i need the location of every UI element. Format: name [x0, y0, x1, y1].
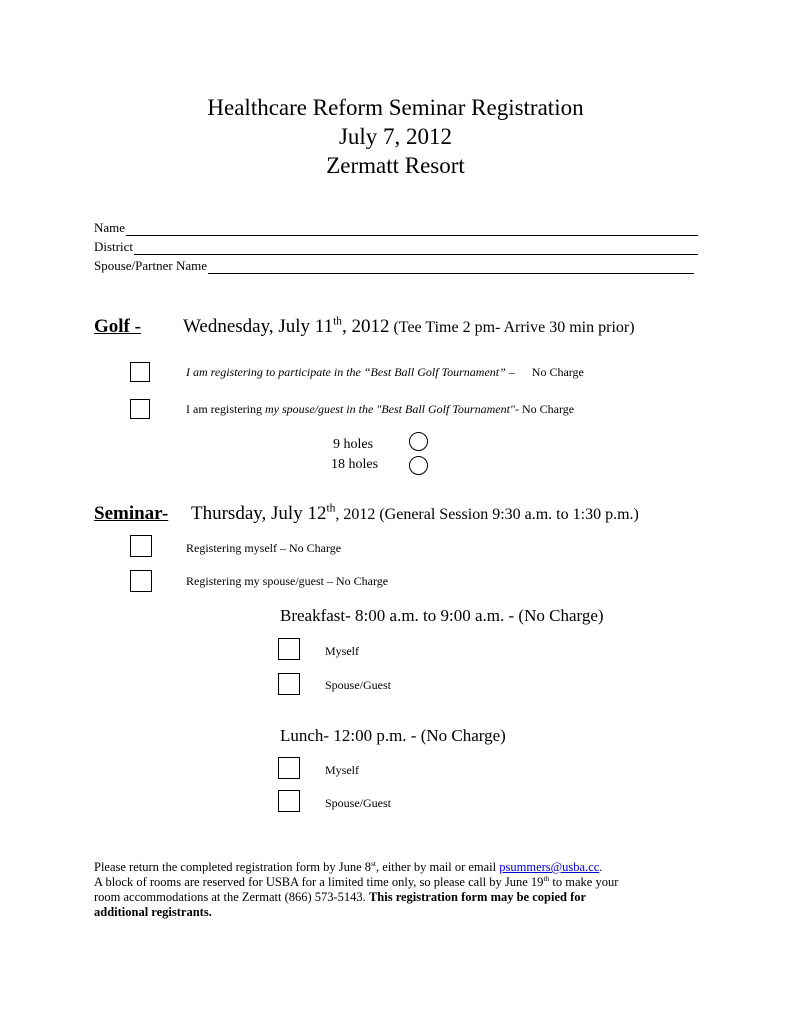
seminar-self-text: Registering myself – No Charge	[186, 541, 342, 555]
district-line[interactable]	[134, 242, 698, 255]
seminar-heading: Seminar-	[94, 503, 169, 524]
seminar-self-checkbox[interactable]	[130, 535, 152, 557]
golf-self-checkbox[interactable]	[130, 362, 150, 382]
golf-day: Wednesday, July 11	[183, 316, 334, 337]
golf-spouse-text: my spouse/guest in the "Best Ball Golf Tournament"	[264, 402, 515, 416]
golf-day-suffix: th	[333, 315, 342, 328]
lunch-myself-label: Myself	[325, 763, 359, 777]
breakfast-heading: Breakfast- 8:00 a.m. to 9:00 a.m. - (No Charge)	[280, 606, 604, 625]
seminar-spouse-text: Registering my spouse/guest – No Charge	[186, 574, 389, 588]
district-label: District	[94, 239, 133, 254]
golf-self-charge: No Charge	[531, 365, 584, 379]
footer-copy-note-end: additional registrants.	[94, 905, 212, 919]
golf-heading: Golf -	[94, 316, 141, 337]
footer-line-3	[94, 890, 714, 905]
breakfast-spouse-label: Spouse/Guest	[325, 678, 391, 692]
spouse-name-line[interactable]	[208, 261, 694, 274]
footer-return-method: , either by mail or email	[376, 860, 500, 874]
event-venue: Zermatt Resort	[326, 153, 465, 178]
golf-tee-time: (Tee Time 2 pm- Arrive 30 min prior)	[389, 319, 635, 336]
seminar-date	[191, 503, 639, 525]
golf-spouse-option	[186, 402, 574, 417]
golf-spouse-checkbox[interactable]	[130, 399, 150, 419]
golf-spouse-prefix: I am registering	[186, 402, 265, 416]
golf-spouse-charge: - No Charge	[514, 402, 575, 416]
form-title: Healthcare Reform Seminar Registration	[207, 95, 584, 120]
lunch-spouse-checkbox[interactable]	[278, 790, 300, 812]
breakfast-spouse-checkbox[interactable]	[278, 673, 300, 695]
golf-self-text: I am registering to participate in the “Best Ball Golf Tournament” –	[186, 365, 515, 379]
seminar-session: , 2012 (General Session 9:30 a.m. to 1:30 p.m.)	[335, 506, 639, 523]
footer-copy-note: This registration form may be copied for	[368, 890, 587, 904]
event-date: July 7, 2012	[338, 124, 453, 149]
footer-line-2	[94, 875, 714, 890]
footer-rooms-text: A block of rooms are reserved for USBA for a limited time only, so please call by June 19	[94, 875, 544, 889]
footer-rooms-suffix: th	[543, 873, 550, 883]
footer-return-text: Please return the completed registration form by June 8	[94, 860, 372, 874]
name-field[interactable]	[94, 220, 698, 236]
holes-18-radio[interactable]	[409, 456, 428, 475]
lunch-myself-checkbox[interactable]	[278, 757, 300, 779]
footer-rooms-cont: to make your	[549, 875, 619, 889]
holes-9-label: 9 holes	[333, 437, 374, 452]
seminar-day-suffix: th	[326, 502, 336, 515]
golf-year: , 2012	[341, 316, 390, 337]
footer-line-4	[94, 905, 714, 920]
golf-self-option	[186, 365, 584, 380]
lunch-spouse-label: Spouse/Guest	[325, 796, 391, 810]
footer-period: .	[599, 860, 603, 874]
seminar-day: Thursday, July 12	[191, 503, 327, 524]
footer-return-suffix: st	[371, 858, 377, 868]
seminar-spouse-checkbox[interactable]	[130, 570, 152, 592]
footer-instructions	[94, 860, 714, 920]
holes-18-label: 18 holes	[331, 457, 379, 472]
spouse-name-field[interactable]	[94, 258, 694, 274]
district-field[interactable]	[94, 239, 698, 255]
contact-email-link[interactable]: psummers@usba.cc	[499, 860, 600, 874]
name-line[interactable]	[126, 223, 698, 236]
footer-line-1	[94, 860, 714, 875]
holes-9-radio[interactable]	[409, 432, 428, 451]
golf-date	[183, 316, 635, 338]
footer-phone-text: room accommodations at the Zermatt (866) 573-5143.	[94, 890, 369, 904]
name-label: Name	[94, 220, 126, 235]
lunch-heading: Lunch- 12:00 p.m. - (No Charge)	[280, 726, 506, 745]
breakfast-myself-label: Myself	[325, 644, 359, 658]
breakfast-myself-checkbox[interactable]	[278, 638, 300, 660]
spouse-name-label: Spouse/Partner Name	[94, 258, 208, 273]
